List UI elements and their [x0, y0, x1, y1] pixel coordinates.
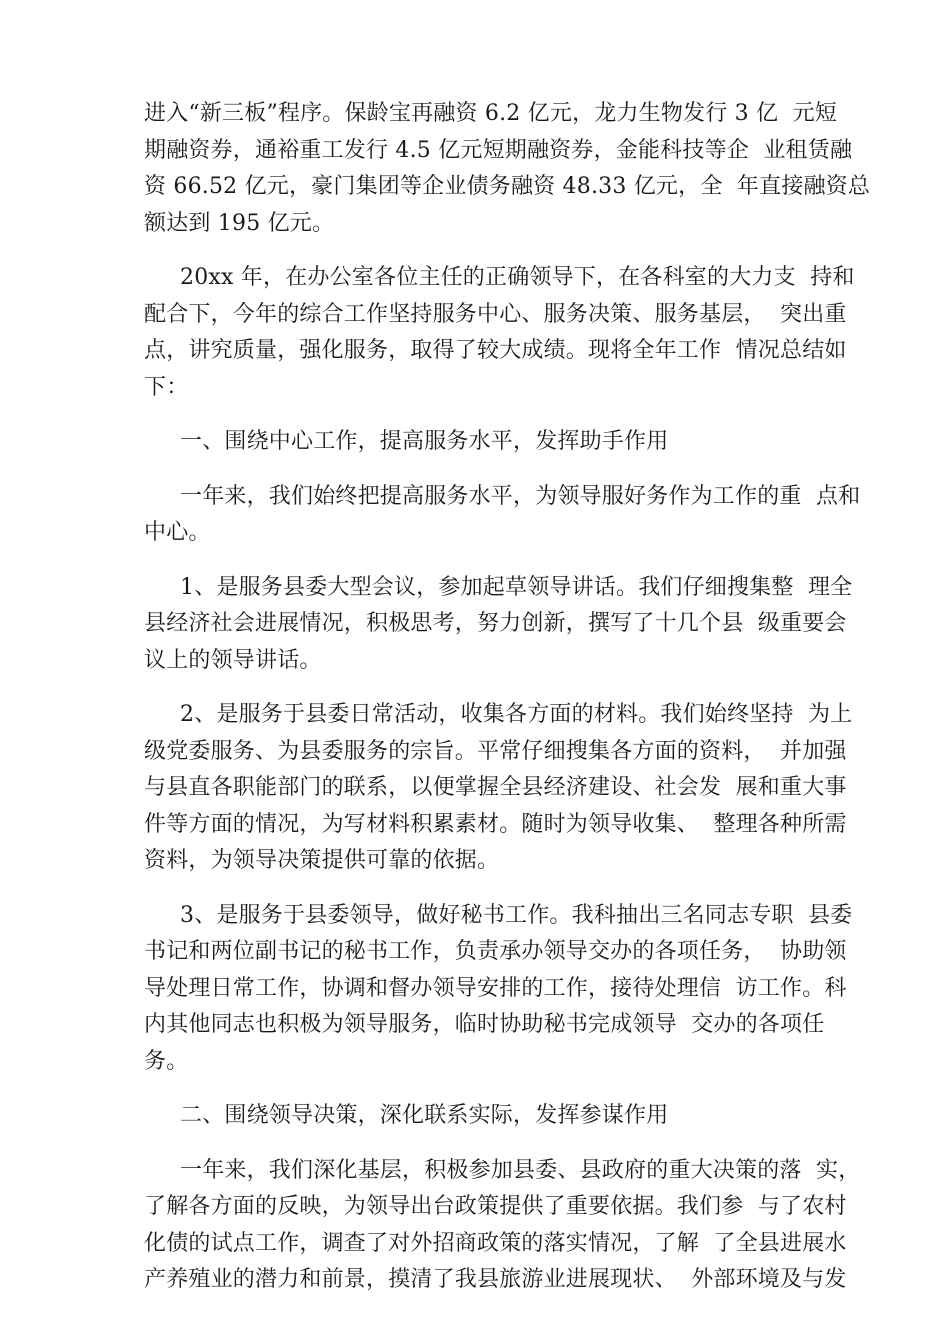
paragraph-overview-1	[144, 479, 861, 552]
paragraph-item-1	[144, 570, 853, 680]
paragraph-item-2	[144, 697, 853, 880]
paragraph-item-3	[144, 898, 853, 1081]
document-body	[144, 96, 871, 1299]
text-line: 一年来，我们始终把提高服务水平，为领导服好务作为工作的重 点和	[180, 483, 861, 509]
paragraph-intro	[144, 260, 855, 406]
paragraph-gap	[144, 552, 834, 570]
text-line: 导处理日常工作，协调和督办领导安排的工作，接待处理信 访工作。科	[144, 975, 847, 1001]
text-line: 了解各方面的反映，为领导出台政策提供了重要依据。我们参 与了农村	[144, 1194, 847, 1219]
paragraph-overview-2	[144, 1153, 861, 1299]
paragraph-financing	[144, 96, 871, 242]
text-line: 内其他同志也积极为领导服务，临时协助秘书完成领导 交办的各项任	[144, 1012, 825, 1037]
text-line: 20xx 年，在办公室各位主任的正确领导下，在各科室的大力支 持和	[180, 265, 855, 290]
text-line: 期融资券，通裕重工发行 4.5 亿元短期融资券，金能科技等企 业租赁融	[144, 137, 853, 163]
text-line: 级党委服务、为县委服务的宗旨。平常仔细搜集各方面的资料， 并加强	[144, 738, 847, 764]
paragraph-gap	[144, 406, 834, 424]
text-line: 点，讲究质量，强化服务，取得了较大成绩。现将全年工作 情况总结如	[144, 338, 847, 363]
text-line: 配合下，今年的综合工作坚持服务中心、服务决策、服务基层， 突出重	[144, 301, 847, 327]
text-line: 化债的试点工作，调查了对外招商政策的落实情况，了解 了全县进展水	[144, 1230, 847, 1256]
text-line: 进入“新三板”程序。保龄宝再融资 6.2 亿元，龙力生物发行 3 亿 元短	[144, 101, 838, 126]
section-heading-1	[144, 424, 834, 461]
text-line: 资料，为领导决策提供可靠的依据。	[144, 848, 500, 873]
paragraph-gap	[144, 1080, 834, 1098]
paragraph-gap	[144, 242, 834, 260]
text-line: 议上的领导讲话。	[144, 647, 322, 673]
paragraph-gap	[144, 461, 834, 479]
text-line: 1、是服务县委大型会议，参加起草领导讲话。我们仔细搜集整 理全	[180, 574, 853, 600]
text-line: 产养殖业的潜力和前景，摸清了我县旅游业进展现状、 外部环境及与发	[144, 1267, 847, 1292]
paragraph-gap	[144, 880, 834, 898]
text-line: 3、是服务于县委领导，做好秘书工作。我科抽出三名同志专职 县委	[180, 902, 853, 928]
section-heading-2	[144, 1098, 834, 1135]
text-line: 一年来，我们深化基层，积极参加县委、县政府的重大决策的落 实，	[180, 1157, 861, 1183]
text-line: 额达到 195 亿元。	[144, 210, 335, 236]
text-line: 2、是服务于县委日常活动，收集各方面的材料。我们始终坚持 为上	[180, 702, 853, 727]
text-line: 中心。	[144, 520, 211, 545]
paragraph-gap	[144, 679, 834, 697]
text-line: 县经济社会进展情况，积极思考，努力创新，撰写了十几个县 级重要会	[144, 611, 847, 636]
heading-line: 二、围绕领导决策，深化联系实际，发挥参谋作用	[180, 1103, 669, 1128]
heading-line: 一、围绕中心工作，提高服务水平，发挥助手作用	[180, 429, 669, 454]
text-line: 务。	[144, 1048, 189, 1074]
text-line: 件等方面的情况，为写材料积累素材。随时为领导收集、 整理各种所需	[144, 811, 847, 837]
text-line: 与县直各职能部门的联系，以便掌握全县经济建设、社会发 展和重大事	[144, 775, 847, 800]
paragraph-gap	[144, 1135, 834, 1153]
text-line: 书记和两位副书记的秘书工作，负责承办领导交办的各项任务， 协助领	[144, 939, 847, 964]
text-line: 资 66.52 亿元，豪门集团等企业债务融资 48.33 亿元，全 年直接融资总	[144, 174, 871, 199]
text-line: 下：	[144, 374, 189, 400]
